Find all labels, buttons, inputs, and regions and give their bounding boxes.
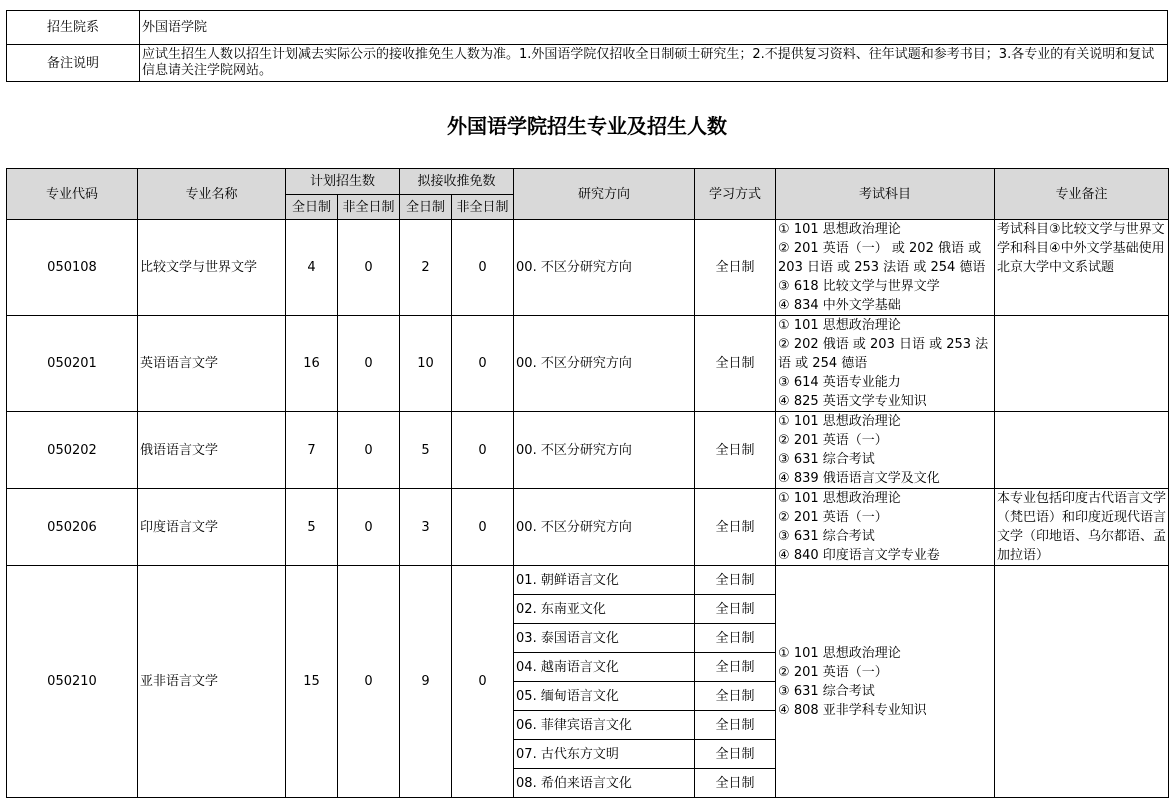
plan-part: 0	[338, 412, 400, 489]
plan-part: 0	[338, 489, 400, 566]
exam-subject: ④ 839 俄语语言文学及文化	[778, 471, 940, 486]
research-direction: 05. 缅甸语言文化	[514, 682, 695, 711]
major-code: 050210	[7, 566, 138, 798]
exam-subjects	[776, 412, 995, 489]
exam-subjects	[776, 220, 995, 316]
plan-full: 5	[286, 489, 338, 566]
header-recommend: 拟接收推免数	[400, 169, 514, 195]
exam-subject: ② 201 英语（一） 或 202 俄语 或 203 日语 或 253 法语 或 254 德语	[778, 241, 986, 275]
research-direction: 03. 泰国语言文化	[514, 624, 695, 653]
study-mode: 全日制	[695, 711, 776, 740]
plan-full: 7	[286, 412, 338, 489]
research-direction: 07. 古代东方文明	[514, 740, 695, 769]
header-remark: 专业备注	[995, 169, 1169, 220]
table-row	[7, 316, 1169, 412]
exam-subject: ① 101 思想政治理论	[778, 222, 901, 237]
exam-subject: ③ 618 比较文学与世界文学	[778, 279, 940, 294]
exam-subject: ② 201 英语（一）	[778, 510, 888, 525]
study-mode: 全日制	[695, 566, 776, 595]
exam-subjects	[776, 566, 995, 798]
header-rec-full: 全日制	[400, 195, 452, 220]
exam-subject: ④ 825 英语文学专业知识	[778, 394, 927, 409]
recommend-full: 10	[400, 316, 452, 412]
header-name: 专业名称	[138, 169, 286, 220]
exam-subject: ④ 834 中外文学基础	[778, 298, 901, 313]
header-exam: 考试科目	[776, 169, 995, 220]
exam-subject: ④ 808 亚非学科专业知识	[778, 702, 927, 718]
study-mode: 全日制	[695, 740, 776, 769]
exam-subject: ③ 631 综合考试	[778, 529, 875, 544]
recommend-full: 9	[400, 566, 452, 798]
major-name: 英语语言文学	[138, 316, 286, 412]
major-code: 050201	[7, 316, 138, 412]
research-direction: 00. 不区分研究方向	[514, 412, 695, 489]
research-direction: 00. 不区分研究方向	[514, 220, 695, 316]
recommend-part: 0	[452, 489, 514, 566]
major-code: 050202	[7, 412, 138, 489]
study-mode: 全日制	[695, 653, 776, 682]
exam-subject: ③ 631 综合考试	[778, 452, 875, 467]
research-direction: 08. 希伯来语言文化	[514, 769, 695, 798]
research-direction: 04. 越南语言文化	[514, 653, 695, 682]
major-name: 俄语语言文学	[138, 412, 286, 489]
research-direction: 00. 不区分研究方向	[514, 316, 695, 412]
research-direction: 01. 朝鲜语言文化	[514, 566, 695, 595]
research-direction: 06. 菲律宾语言文化	[514, 711, 695, 740]
research-direction: 00. 不区分研究方向	[514, 489, 695, 566]
study-mode: 全日制	[695, 682, 776, 711]
research-direction: 02. 东南亚文化	[514, 595, 695, 624]
exam-subject: ① 101 思想政治理论	[778, 491, 901, 506]
dept-value: 外国语学院	[140, 11, 1168, 45]
dept-label: 招生院系	[7, 11, 140, 45]
recommend-part: 0	[452, 412, 514, 489]
exam-subject: ③ 631 综合考试	[778, 683, 875, 699]
note-value: 应试生招生人数以招生计划减去实际公示的接收推免生人数为准。1.外国语学院仅招收全日制硕士研究生；2.不提供复习资料、往年试题和参考书目；3.各专业的有关说明和复试信息请关注学院网站。	[140, 45, 1168, 82]
table-row	[7, 220, 1169, 316]
plan-part: 0	[338, 316, 400, 412]
admission-table	[6, 168, 1169, 798]
plan-full: 4	[286, 220, 338, 316]
recommend-part: 0	[452, 316, 514, 412]
major-remark	[995, 566, 1169, 798]
recommend-part: 0	[452, 566, 514, 798]
study-mode: 全日制	[695, 769, 776, 798]
recommend-part: 0	[452, 220, 514, 316]
table-row	[7, 566, 1169, 595]
exam-subject: ① 101 思想政治理论	[778, 318, 901, 333]
table-row	[7, 489, 1169, 566]
recommend-full: 5	[400, 412, 452, 489]
study-mode: 全日制	[695, 412, 776, 489]
exam-subject: ② 201 英语（一）	[778, 433, 888, 448]
plan-part: 0	[338, 220, 400, 316]
header-direction: 研究方向	[514, 169, 695, 220]
header-rec-part: 非全日制	[452, 195, 514, 220]
exam-subject: ① 101 思想政治理论	[778, 645, 901, 661]
table-row	[7, 412, 1169, 489]
study-mode: 全日制	[695, 595, 776, 624]
header-plan-part: 非全日制	[338, 195, 400, 220]
major-code: 050108	[7, 220, 138, 316]
exam-subject: ② 201 英语（一）	[778, 664, 888, 680]
exam-subjects	[776, 316, 995, 412]
exam-subject: ④ 840 印度语言文学专业卷	[778, 548, 940, 563]
plan-part: 0	[338, 566, 400, 798]
header-code: 专业代码	[7, 169, 138, 220]
exam-subject: ① 101 思想政治理论	[778, 414, 901, 429]
study-mode: 全日制	[695, 624, 776, 653]
page-title: 外国语学院招生专业及招生人数	[447, 114, 727, 138]
study-mode: 全日制	[695, 316, 776, 412]
major-name: 印度语言文学	[138, 489, 286, 566]
recommend-full: 3	[400, 489, 452, 566]
plan-full: 16	[286, 316, 338, 412]
info-table	[6, 10, 1168, 82]
note-label: 备注说明	[7, 45, 140, 82]
exam-subjects	[776, 489, 995, 566]
major-name: 亚非语言文学	[138, 566, 286, 798]
study-mode: 全日制	[695, 220, 776, 316]
header-mode: 学习方式	[695, 169, 776, 220]
exam-subject: ③ 614 英语专业能力	[778, 375, 901, 390]
table-body	[7, 220, 1169, 798]
header-plan-full: 全日制	[286, 195, 338, 220]
major-remark: 本专业包括印度古代语言文学（梵巴语）和印度近现代语言文学（印地语、乌尔都语、孟加拉语）	[995, 489, 1169, 566]
major-remark: 考试科目③比较文学与世界文学和科目④中外文学基础使用北京大学中文系试题	[995, 220, 1169, 316]
study-mode: 全日制	[695, 489, 776, 566]
plan-full: 15	[286, 566, 338, 798]
major-remark	[995, 316, 1169, 412]
header-plan: 计划招生数	[286, 169, 400, 195]
recommend-full: 2	[400, 220, 452, 316]
exam-subject: ② 202 俄语 或 203 日语 或 253 法语 或 254 德语	[778, 337, 989, 371]
major-remark	[995, 412, 1169, 489]
major-name: 比较文学与世界文学	[138, 220, 286, 316]
major-code: 050206	[7, 489, 138, 566]
